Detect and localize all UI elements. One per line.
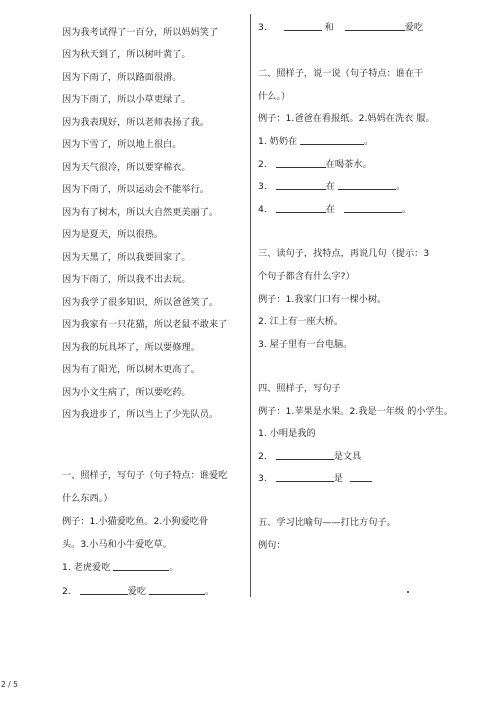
sentence-line: 因为天气很冷，所以要穿棉衣。 <box>62 162 191 173</box>
exercise-1-2 <box>62 586 214 597</box>
sentence-line: 因为我学了很多知识，所以爸爸笑了。 <box>62 297 219 308</box>
answer-blank[interactable] <box>113 562 169 571</box>
exercise-text: 是文具 <box>333 451 362 462</box>
sentence-line: 因为有了树木，所以大自然更美丽了。 <box>62 207 219 218</box>
sentence-line: 因为我的玩具坏了，所以要修理。 <box>62 342 200 353</box>
sentence-line: 因为小文生病了，所以要吃药。 <box>62 387 191 398</box>
section1-title-cont: 什么东西。） <box>62 493 113 504</box>
section3-sentence: 2. 江上有一座大桥。 <box>258 316 344 327</box>
exercise-text: 1. 老虎爱吃 <box>62 562 111 573</box>
exercise-text: 和 <box>324 22 334 33</box>
exercise-text: 在 <box>325 181 335 192</box>
exercise-1-3 <box>258 22 423 33</box>
exercise-text: 爱吃 <box>404 22 424 33</box>
section4-title: 四、照样子，写句子 <box>258 383 341 394</box>
sentence-line: 因为下雨了，所以运动会不能举行。 <box>62 184 209 195</box>
exercise-1-1 <box>62 562 179 573</box>
exercise-text: 在 <box>325 204 335 215</box>
section1-title: 一、照样子，写句子（句子特点：谁爱吃 <box>62 470 228 481</box>
exercise-number: 3. <box>258 473 267 484</box>
sentence-line: 因为有了阳光，所以树木更高了。 <box>62 364 200 375</box>
exercise-text: 。 <box>364 136 374 147</box>
exercise-text: 。 <box>169 562 179 573</box>
exercise-number: 2. <box>62 586 71 597</box>
sentence-line: 因为下雨了，所以小草更绿了。 <box>62 94 191 105</box>
answer-blank[interactable] <box>350 473 372 482</box>
answer-blank[interactable] <box>276 159 326 168</box>
answer-blank[interactable] <box>338 181 396 190</box>
exercise-number: 3. <box>258 181 267 192</box>
section1-example-cont: 头。3.小马和小牛爱吃草。 <box>62 539 172 550</box>
section2-title-cont: 什么。） <box>258 91 291 102</box>
exercise-number: 3. <box>258 22 267 33</box>
exercise-4-2 <box>258 451 361 462</box>
sentence-line: 因为下雨了，所以路面很滑。 <box>62 72 182 83</box>
exercise-text: 1. 奶奶在 <box>258 136 298 147</box>
section5-example: 例句： <box>258 540 286 551</box>
answer-blank[interactable] <box>345 22 405 31</box>
answer-blank[interactable] <box>276 204 326 213</box>
exercise-2-4 <box>258 204 411 215</box>
answer-blank[interactable] <box>284 22 322 31</box>
answer-blank[interactable] <box>80 586 128 595</box>
sentence-line: 因为我考试得了一百分，所以妈妈笑了 <box>62 27 219 38</box>
column-divider <box>250 14 251 597</box>
answer-blank[interactable] <box>344 204 402 213</box>
exercise-number: 4. <box>258 204 267 215</box>
answer-blank[interactable] <box>276 181 326 190</box>
exercise-text: 。 <box>205 586 215 597</box>
answer-blank[interactable] <box>276 451 334 460</box>
exercise-text: 是 <box>333 473 343 484</box>
stray-mark <box>407 591 409 593</box>
exercise-text: 爱吃 <box>127 586 147 597</box>
exercise-number: 2. <box>258 451 267 462</box>
exercise-number: 2. <box>258 159 267 170</box>
exercise-2-3 <box>258 181 405 192</box>
sentence-line: 因为天黑了，所以我要回家了。 <box>62 252 191 263</box>
sentence-line: 因为秋天到了，所以树叶黄了。 <box>62 49 191 60</box>
sentence-line: 因为下雨了，所以我不出去玩。 <box>62 274 191 285</box>
exercise-text: 在喝茶水。 <box>325 159 372 170</box>
exercise-text: 。 <box>401 204 411 215</box>
page-number: 2 / 5 <box>1 680 18 689</box>
sentence-line: 因为我家有一只花猫，所以老鼠不敢来了 <box>62 319 228 330</box>
section1-example: 例子：1.小猫爱吃鱼。2.小狗爱吃骨 <box>62 516 209 527</box>
section3-title-cont: 个句子都含有什么字?） <box>258 271 355 282</box>
exercise-text: 。 <box>395 181 405 192</box>
section5-title: 五、学习比喻句——打比方句子。 <box>258 517 396 528</box>
exercise-2-1 <box>258 136 373 147</box>
sentence-line: 因为下雪了，所以地上很白。 <box>62 139 182 150</box>
section3-example: 例子：1.我家门口有一棵小树。 <box>258 294 387 305</box>
section3-title: 三、读句子，找特点，再说几句（提示：3 <box>258 248 430 259</box>
section4-example: 例子：1.苹果是水果。2.我是一年级 的小学生。 <box>258 406 454 417</box>
sentence-line: 因为我进步了，所以当上了少先队员。 <box>62 409 219 420</box>
exercise-4-3 <box>258 473 372 484</box>
exercise-4-1: 1. 小明是我的 <box>258 428 316 439</box>
sentence-line: 因为是夏天，所以很热。 <box>62 229 164 240</box>
answer-blank[interactable] <box>300 136 364 145</box>
sentence-line: 因为我表现好，所以老师表扬了我。 <box>62 117 209 128</box>
section2-example: 例子：1.爸爸在看报纸。2.妈妈在洗衣 服。 <box>258 113 435 124</box>
answer-blank[interactable] <box>149 586 205 595</box>
section3-sentence: 3. 屋子里有一台电脑。 <box>258 339 353 350</box>
section2-title: 二、照样子，说一说（句子特点：谁在干 <box>258 68 424 79</box>
answer-blank[interactable] <box>276 473 334 482</box>
exercise-2-2 <box>258 159 372 170</box>
